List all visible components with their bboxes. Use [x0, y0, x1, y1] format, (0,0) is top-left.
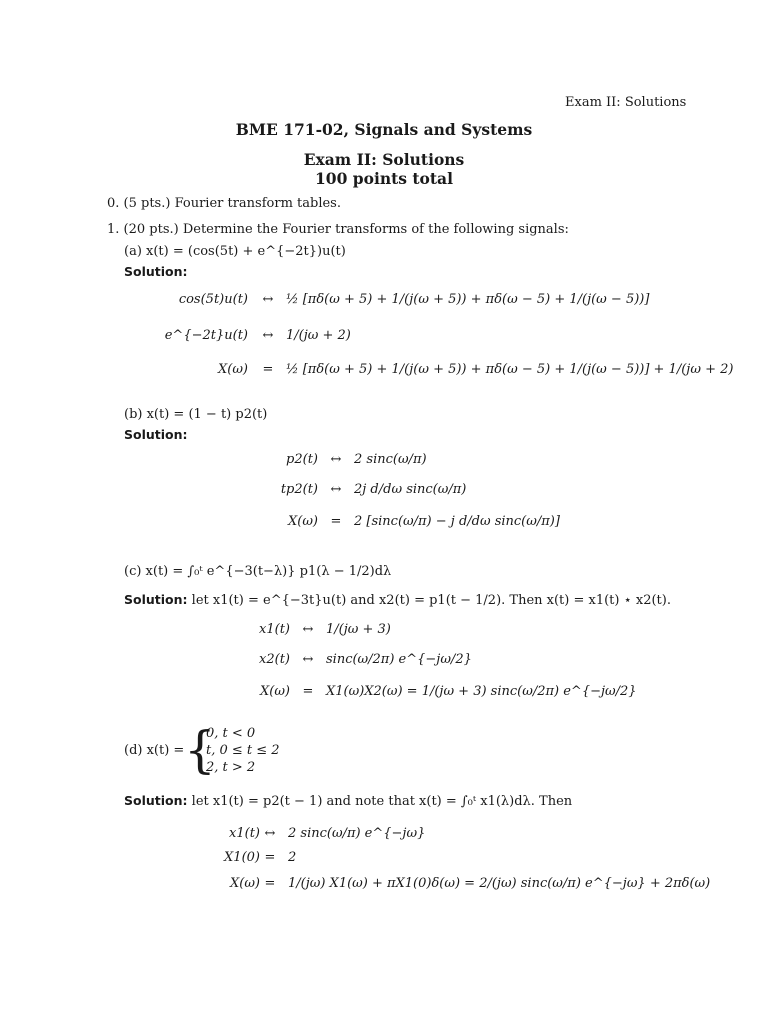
part-d-eq3-lhs: X(ω): [230, 876, 260, 891]
part-b-eq1-rhs: 2 sinc(ω/π): [354, 452, 427, 467]
part-c-solution-text: let x1(t) = e^{−3t}u(t) and x2(t) = p1(t − 1/2). Then x(t) = x1(t) ⋆ x2(t).: [191, 593, 671, 608]
part-d-solution-text: let x1(t) = p2(t − 1) and note that x(t) = ∫₀ᵗ x1(λ)dλ. Then: [191, 794, 573, 809]
part-c-eq1-rhs: 1/(jω + 3): [326, 622, 391, 637]
part-a-eq2-rhs: 1/(jω + 2): [286, 328, 351, 343]
part-d-eq1-lhs: x1(t): [229, 826, 260, 841]
part-c-eq2-rhs: sinc(ω/2π) e^{−jω/2}: [326, 652, 472, 667]
exam-title: Exam II: Solutions: [303, 150, 465, 169]
part-a-eq2-lhs: e^{−2t}u(t): [164, 328, 248, 343]
part-b-eq2-lhs: tp2(t): [280, 482, 318, 497]
running-header: Exam II: Solutions: [565, 95, 687, 110]
part-a-eq1-lhs: cos(5t)u(t): [178, 292, 248, 307]
problem-0: 0. (5 pts.) Fourier transform tables.: [107, 196, 341, 211]
part-c-eq3-lhs: X(ω): [260, 684, 290, 699]
points-total: 100 points total: [315, 169, 453, 188]
part-a-statement: (a) x(t) = (cos(5t) + e^{−2t})u(t): [124, 244, 346, 259]
part-d-eq2-rhs: 2: [288, 850, 297, 865]
part-d-statement: (d) x(t) =: [124, 743, 185, 758]
course-title: BME 171-02, Signals and Systems: [235, 120, 533, 139]
part-a-eq3-lhs: X(ω): [218, 362, 248, 377]
part-d-solution-label: Solution:: [124, 793, 188, 808]
part-d-eq2-lhs: X1(0): [224, 850, 260, 865]
part-b-solution-label: Solution:: [124, 427, 188, 442]
part-d-case-3: 2, t > 2: [206, 760, 256, 775]
part-d-solution: [124, 793, 572, 809]
part-c-eq3-op: =: [302, 684, 314, 699]
part-d-eq3-op: =: [264, 876, 276, 891]
part-c-eq2-lhs: x2(t): [259, 652, 290, 667]
part-b-eq3-op: =: [330, 514, 342, 529]
part-a-eq3-op: =: [262, 362, 274, 377]
part-a-eq1-rhs: ½ [πδ(ω + 5) + 1/(j(ω + 5)) + πδ(ω − 5) + 1/(j(ω − 5))]: [286, 292, 650, 307]
part-c-eq1-lhs: x1(t): [259, 622, 290, 637]
part-c-eq3-rhs: X1(ω)X2(ω) = 1/(jω + 3) sinc(ω/2π) e^{−jω/2}: [326, 684, 637, 699]
part-a-eq2-op: ↔: [262, 328, 274, 343]
part-d-eq2-op: =: [264, 850, 276, 865]
part-c-eq1-op: ↔: [302, 622, 314, 637]
part-c-solution: [124, 592, 671, 608]
part-c-statement: (c) x(t) = ∫₀ᵗ e^{−3(t−λ)} p1(λ − 1/2)dλ: [124, 564, 392, 579]
part-b-eq1-lhs: p2(t): [286, 452, 318, 467]
part-b-eq2-op: ↔: [330, 482, 342, 497]
part-d-eq1-op: ↔: [264, 826, 276, 841]
part-b-eq2-rhs: 2j d/dω sinc(ω/π): [354, 482, 467, 497]
part-d-eq3-rhs: 1/(jω) X1(ω) + πX1(0)δ(ω) = 2/(jω) sinc(ω/π) e^{−jω} + 2πδ(ω): [288, 876, 711, 891]
part-b-eq3-rhs: 2 [sinc(ω/π) − j d/dω sinc(ω/π)]: [354, 514, 560, 529]
part-a-eq3-rhs: ½ [πδ(ω + 5) + 1/(j(ω + 5)) + πδ(ω − 5) + 1/(j(ω − 5))] + 1/(jω + 2): [286, 362, 734, 377]
part-c-solution-label: Solution:: [124, 592, 188, 607]
part-b-statement: (b) x(t) = (1 − t) p2(t): [124, 407, 268, 422]
part-a-eq1-op: ↔: [262, 292, 274, 307]
piecewise-brace: {: [184, 721, 216, 779]
part-d-eq1-rhs: 2 sinc(ω/π) e^{−jω}: [288, 826, 426, 841]
part-a-solution-label: Solution:: [124, 264, 188, 279]
part-c-eq2-op: ↔: [302, 652, 314, 667]
problem-1: 1. (20 pts.) Determine the Fourier transforms of the following signals:: [107, 222, 569, 237]
part-b-eq3-lhs: X(ω): [288, 514, 318, 529]
part-d-case-2: t, 0 ≤ t ≤ 2: [206, 743, 280, 758]
part-b-eq1-op: ↔: [330, 452, 342, 467]
part-d-case-1: 0, t < 0: [206, 726, 256, 741]
